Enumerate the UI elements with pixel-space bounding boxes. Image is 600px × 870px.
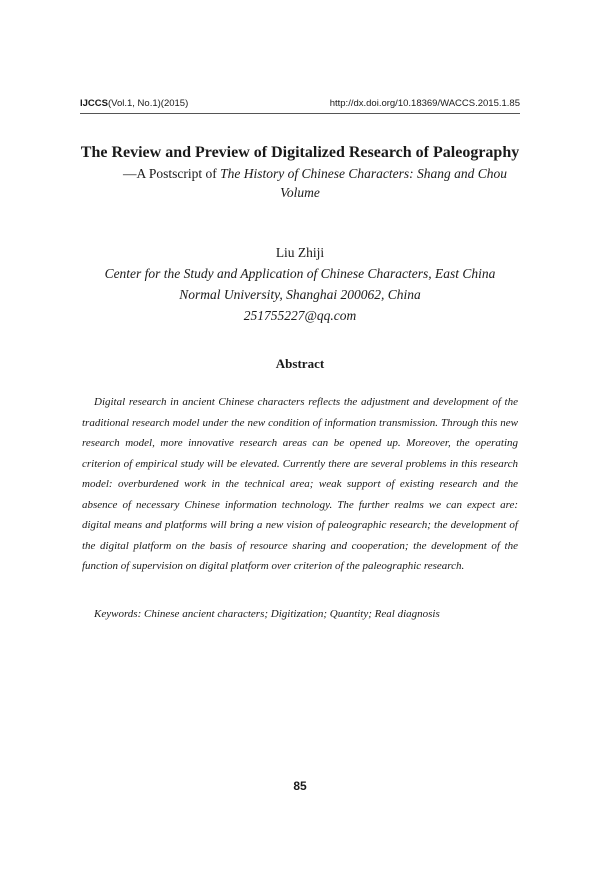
subtitle-book-title: The History of Chinese Characters: Shang and Chou xyxy=(220,166,507,181)
keywords: Keywords: Chinese ancient characters; Digitization; Quantity; Real diagnosis xyxy=(94,608,440,620)
title-block xyxy=(60,142,540,202)
abstract-body: Digital research in ancient Chinese characters reflects the adjustment and development of the traditional research model under the new condition of information transmission. Through this new research model, more innovative research areas can be opened up. Moreover, the operating criterion of empirical study will be elevated. Currently there are several problems in this research model: overburdened work in the technical area; weak support of existing research and the absence of necessary Chinese information technology. The further realms we can expect are: digital means and platforms will bring a new vision of paleographic research; the development of the digital platform on the basis of resource sharing and cooperation; the development of the function of supervision on digital platform over criterion of the paleographic research. xyxy=(82,396,518,572)
subtitle-book-title-cont: Volume xyxy=(280,185,320,200)
author-affiliation-line1: Center for the Study and Application of Chinese Characters, East China xyxy=(104,266,496,281)
volume-info: (Vol.1, No.1)(2015) xyxy=(107,98,189,109)
author-name: Liu Zhiji xyxy=(275,245,325,260)
author-affiliation-line2: Normal University, Shanghai 200062, China xyxy=(179,287,421,302)
journal-citation xyxy=(80,98,188,109)
page-number: 85 xyxy=(293,779,307,793)
author-email[interactable]: 251755227@qq.com xyxy=(243,308,357,323)
subtitle-prefix: —A Postscript of xyxy=(122,166,221,181)
doi-link[interactable]: http://dx.doi.org/10.18369/WACCS.2015.1.85 xyxy=(329,98,520,109)
author-block xyxy=(60,242,540,326)
paper-subtitle xyxy=(60,164,540,183)
header-divider xyxy=(80,113,520,114)
journal-abbr: IJCCS xyxy=(80,98,108,109)
paper-title: The Review and Preview of Digitalized Research of Paleography xyxy=(80,144,520,161)
running-header xyxy=(80,98,520,109)
abstract-heading: Abstract xyxy=(275,356,325,371)
